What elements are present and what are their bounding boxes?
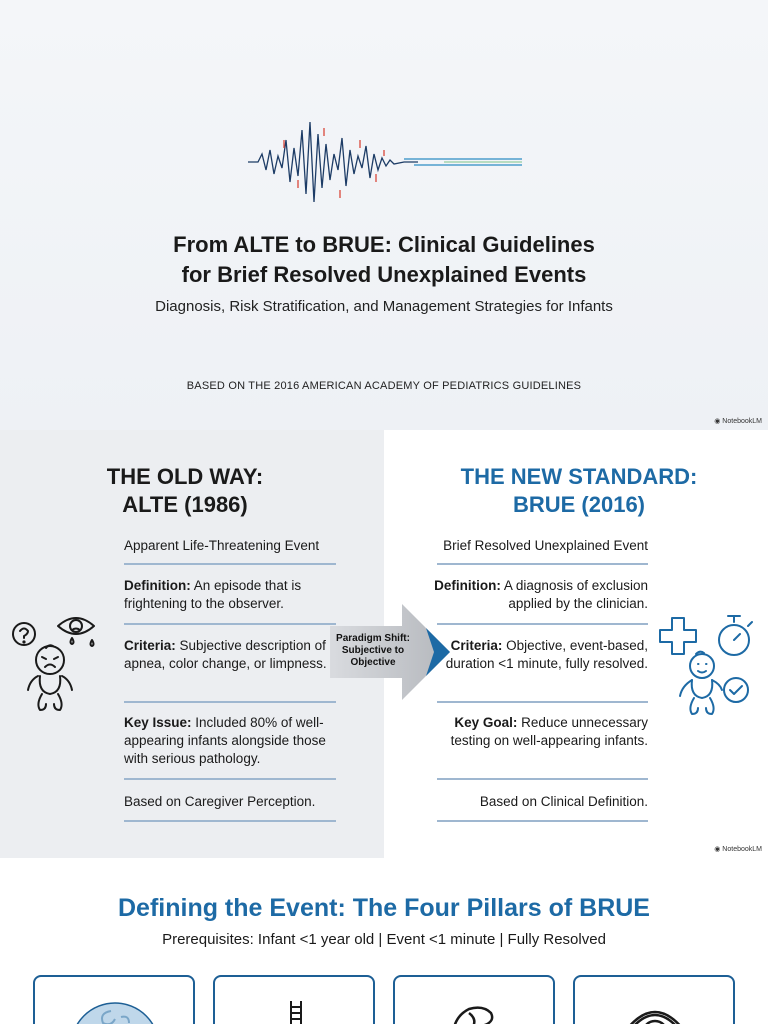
alte-expansion: Apparent Life-Threatening Event (124, 538, 320, 553)
divider (437, 820, 648, 822)
notebooklm-badge: ◉ NotebookLM (714, 846, 762, 853)
divider (124, 563, 336, 565)
guideline-basis: BASED ON THE 2016 AMERICAN ACADEMY OF PEDIATRICS GUIDELINES (186, 380, 582, 392)
muscle-tone-icon (395, 977, 555, 1024)
divider (437, 701, 648, 703)
divider (437, 623, 648, 625)
alte-definition: Definition: An episode that is frightening to the observer. (124, 578, 302, 611)
pillar-card-1 (33, 975, 195, 1024)
paradigm-shift-label: Paradigm Shift: Subjective to Objective (336, 633, 410, 668)
brue-expansion: Brief Resolved Unexplained Event (443, 538, 648, 553)
brue-criteria: Criteria: Objective, event-based, duration <1 minute, fully resolved. (445, 638, 648, 671)
notebooklm-logo-icon: ◉ (714, 418, 723, 425)
alte-criteria: Criteria: Subjective description of apnea, color change, or limpness. (124, 638, 327, 671)
pillar-card-4 (573, 975, 735, 1024)
pillar-card-2 (213, 975, 375, 1024)
pillars-title: Defining the Event: The Four Pillars of BRUE (118, 894, 650, 922)
alte-key-issue: Key Issue: Included 80% of well-appearing infants alongside those with serious pathology. (124, 715, 326, 766)
new-standard-heading: THE NEW STANDARD: BRUE (2016) (460, 464, 698, 517)
infant-head-icon (35, 977, 195, 1024)
title-line-1: From ALTE to BRUE: Clinical Guidelines (173, 232, 595, 257)
pillar-card-3 (393, 975, 555, 1024)
pillars-prerequisites: Prerequisites: Infant <1 year old | Event <1 minute | Fully Resolved (162, 931, 606, 948)
brue-basis: Based on Clinical Definition. (479, 794, 648, 809)
page-subtitle: Diagnosis, Risk Stratification, and Management Strategies for Infants (155, 298, 613, 315)
divider (437, 778, 648, 780)
divider (124, 701, 336, 703)
divider (124, 778, 336, 780)
ekg-waveform-icon (244, 110, 528, 214)
old-way-heading: THE OLD WAY: ALTE (1986) (106, 464, 264, 517)
notebooklm-logo-icon: ◉ (714, 846, 723, 853)
brue-key-goal: Key Goal: Reduce unnecessary testing on well-appearing infants. (450, 715, 648, 748)
title-line-2: for Brief Resolved Unexplained Events (181, 262, 587, 287)
crying-infant-icon (10, 612, 114, 724)
eye-icon (575, 977, 735, 1024)
page-title (0, 230, 768, 290)
divider (124, 623, 336, 625)
divider (437, 563, 648, 565)
divider (124, 820, 336, 822)
airway-icon (215, 977, 375, 1024)
title-slide (0, 0, 768, 430)
brue-definition: Definition: A diagnosis of exclusion applied by the clinician. (434, 578, 648, 611)
notebooklm-badge: ◉ NotebookLM (714, 418, 762, 425)
alte-basis: Based on Caregiver Perception. (124, 794, 316, 809)
calm-infant-clinical-icon (658, 612, 762, 730)
